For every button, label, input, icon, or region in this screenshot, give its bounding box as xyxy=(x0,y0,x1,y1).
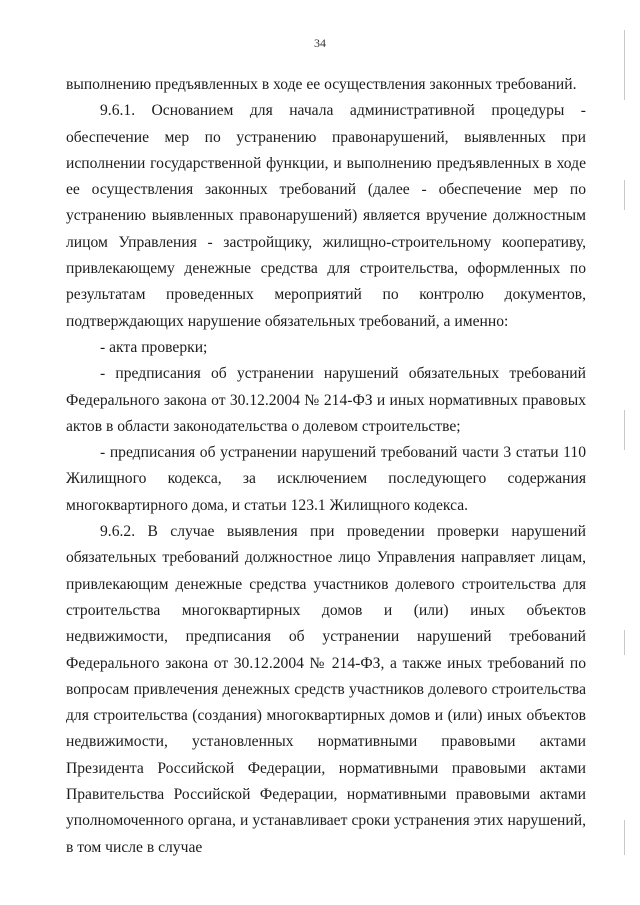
paragraph-continuation: выполнению предъявленных в ходе ее осуществления законных требований. xyxy=(66,76,577,93)
document-body xyxy=(66,72,586,861)
paragraph-clause-9-6-1: 9.6.1. Основанием для начала административной процедуры - обеспечение мер по устранению правонарушений, выявленных при исполнении государственной функции, и выполнению предъявленных в ходе ее осуществления законных требований (далее - обеспечение мер по устранению выявленных правонарушений) является вручение должностным лицом Управления - застройщику, жилищно-строительному кооперативу, привлекающему денежные средства для строительства, оформленных по результатам проведенных мероприятий по контролю документов, подтверждающих нарушение обязательных требований, а именно: xyxy=(66,102,586,330)
scan-mark xyxy=(624,30,625,100)
list-item-order-housing-code: - предписания об устранении нарушений требований части 3 статьи 110 Жилищного кодекса, за исключением последующего содержания многоквартирного дома, и статьи 123.1 Жилищного кодекса. xyxy=(66,444,586,514)
scan-mark xyxy=(624,180,625,210)
scan-edge-marks xyxy=(616,20,634,900)
scan-mark xyxy=(624,410,625,450)
scan-mark xyxy=(624,820,625,855)
paragraph-clause-9-6-2: 9.6.2. В случае выявления при проведении проверки нарушений обязательных требований должностное лицо Управления направляет лицам, привлекающим денежные средства участников долевого строительства для строительства многоквартирных домов и (или) иных объектов недвижимости, предписания об устранении нарушений требований Федерального закона от 30.12.2004 № 214-ФЗ, а также иных требований по вопросам привлечения денежных средств участников долевого строительства для строительства (создания) многоквартирных домов и (или) иных объектов недвижимости, установленных нормативными правовыми актами Президента Российской Федерации, нормативными правовыми актами Правительства Российской Федерации, нормативными правовыми актами уполномоченного органа, и устанавливает сроки устранения этих нарушений, в том числе в случае xyxy=(66,523,586,856)
list-item-inspection-act: - акта проверки; xyxy=(100,338,208,356)
scan-mark xyxy=(624,630,625,655)
page-number: 34 xyxy=(314,36,326,50)
list-item-order-214fz: - предписания об устранении нарушений обязательных требований Федерального закона от 30.12.2004 № 214-ФЗ и иных нормативных правовых актов в области законодательства о долевом строительстве; xyxy=(66,365,586,435)
